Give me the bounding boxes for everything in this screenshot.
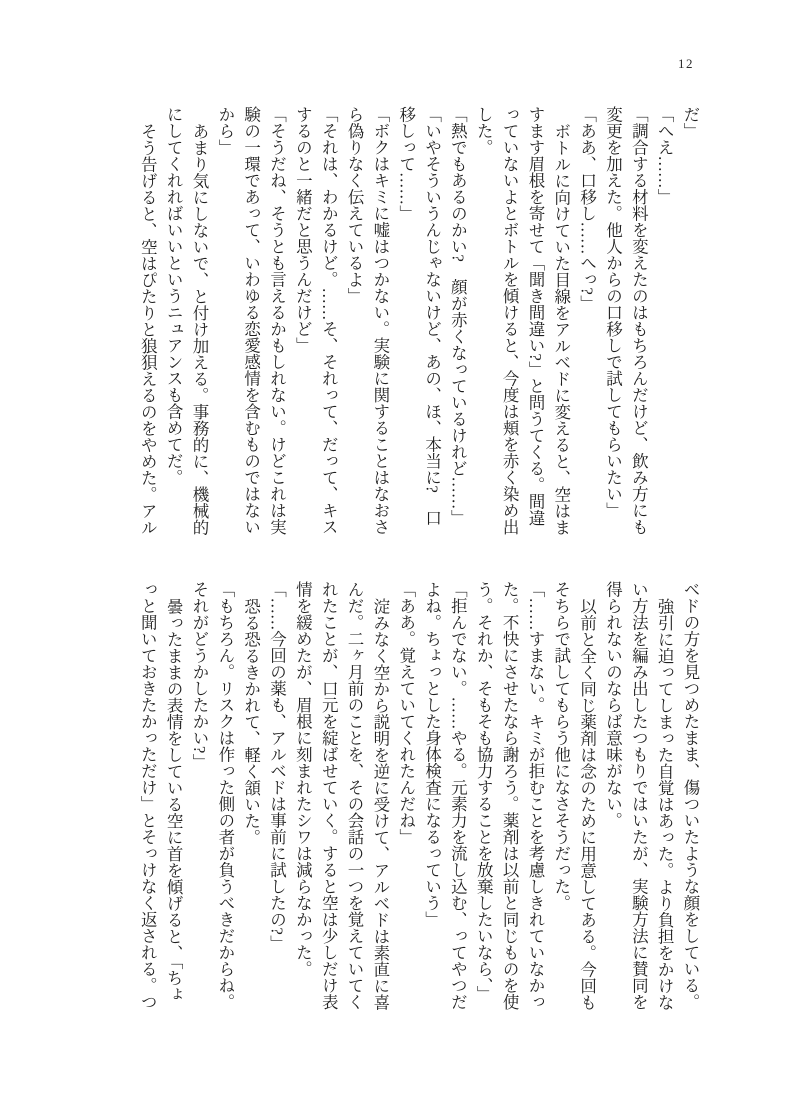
page-number: 12 — [678, 56, 694, 71]
paragraph: 「熱でもあるのかい? 顔が赤くなっているけれど……」 — [448, 106, 468, 526]
paragraph: だ」 — [681, 106, 700, 139]
paragraph: 「拒んでない。……やる。元素力を流し込む、ってやつだよね。ちょっとした身体検査になるっていう」 — [422, 581, 468, 1010]
paragraph: 「ボクはキミに嘘はつかない。実験に関することはなおさら偽りなく伝えているよ」 — [345, 106, 390, 535]
paragraph: ボトルに向けていた目線をアルベドに変えると、空はますます眉根を寄せて「聞き間違い?」と問うてくる。間違っていないよとボトルを傾けると、今度は頬を赤く染め出した。 — [474, 106, 571, 535]
paragraph: 「いやそういうんじゃないけど、あの、ほ、本当に? 口移しって……」 — [396, 106, 442, 526]
paragraph: 恐る恐るきかれて、軽く頷いた。 — [241, 597, 261, 845]
paragraph: そう告げると、空はぴたりと狼狽えるのをやめた。アル — [138, 122, 158, 535]
paragraph: 「調合する材料を変えたのはもちろんだけど、飲み方にも変更を加えた。他人からの口移しで試してもらいたい」 — [603, 106, 649, 535]
paragraph: 「……今回の薬も、アルベドは事前に試したの?」 — [267, 581, 287, 952]
paragraph: 淀みなく空から説明を逆に受けて、アルベドは素直に喜んだ。二ヶ月前のことを、その会話の一つを覚えていてくれたことが、口元を綻ばせていく。すると空は少しだけ表情を緩めたが、眉根に刻まれたシワは減らなかった。 — [293, 581, 390, 1010]
text-block-lower — [133, 581, 703, 1012]
paragraph: 「もちろん。リスクは作った側の者が負うべきだからね。それがどうかしたかい?」 — [189, 581, 235, 1010]
paragraph: 「そうだね、そうとも言えるかもしれない。けどこれは実験の一環であって、いわゆる恋愛感情を含むものではないから」 — [215, 106, 287, 535]
paragraph: あまり気にしないで、と付け加える。事務的に、機械的にしてくれればいいというニュアンスも含めてだ。 — [164, 106, 209, 535]
paragraph: 以前と全く同じ薬剤は念のために用意してある。今回もそちらで試してもらう他になさそうだった。 — [551, 581, 597, 1010]
paragraph: 強引に迫ってしまった自覚はあった。より負担をかけない方法を編み出したつもりではいたが、実験方法に賛同を得られないのならば意味がない。 — [603, 581, 675, 1010]
paragraph: 曇ったままの表情をしている空に首を傾げると、「ちょっと聞いておきたかっただけ」とそっけなく返される。つ — [138, 581, 184, 1010]
paragraph: 「へえ……」 — [655, 106, 675, 205]
paragraph: 「ああ。覚えていてくれたんだね」 — [396, 581, 416, 845]
paragraph: 「……すまない。キミが拒むことを考慮しきれていなかった。不快にさせたなら謝ろう。薬剤は以前と同じものを使う。それか、そもそも協力することを放棄したいなら、」 — [474, 581, 545, 1010]
paragraph: ベドの方を見つめたまま、傷ついたような顔をしている。 — [681, 581, 700, 1010]
paragraph: 「ああ、口移し……へっ?」 — [577, 106, 597, 312]
text-block-upper — [133, 106, 703, 537]
paragraph: 「それは、わかるけど。……そ、それって、だって、キスするのと一緒だと思うんだけど」 — [293, 106, 339, 535]
